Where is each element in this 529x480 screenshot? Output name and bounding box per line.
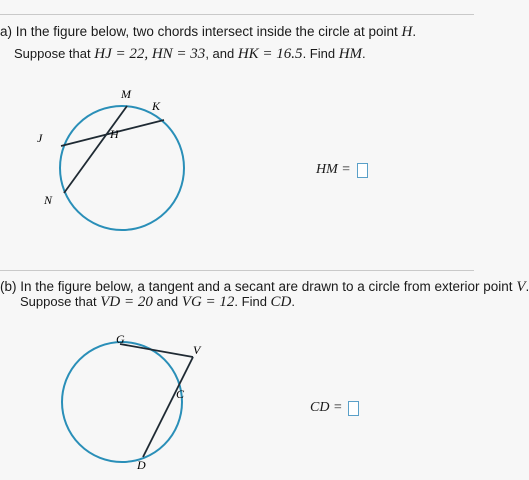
answer-b-label: CD = xyxy=(310,400,343,415)
label-d: D xyxy=(137,458,146,472)
question-a-title: a) In the figure below, two chords intersect inside the circle at point H. xyxy=(0,24,417,40)
question-b-marker: (b) xyxy=(0,279,17,294)
question-b-given: Suppose that VD = 20 and VG = 12. Find CD. xyxy=(20,294,295,310)
label-m: M xyxy=(121,87,131,101)
question-b-title: (b) In the figure below, a tangent and a secant are drawn to a circle from exterior point V. xyxy=(0,279,529,295)
answer-a-label: HM = xyxy=(316,162,351,177)
question-a-given: Suppose that HJ = 22, HN = 33, and HK = 16.5. Find HM. xyxy=(14,46,366,62)
label-k: K xyxy=(152,99,161,113)
tangent-gv xyxy=(120,344,193,357)
label-v: V xyxy=(193,343,201,357)
label-g: G xyxy=(116,332,125,346)
answer-b xyxy=(310,400,359,416)
question-a-marker: a) xyxy=(0,24,13,39)
label-n: N xyxy=(44,193,53,207)
label-h: H xyxy=(110,127,119,141)
label-j: J xyxy=(37,131,43,145)
answer-b-input[interactable] xyxy=(348,401,359,416)
circle-b xyxy=(62,342,182,462)
label-c: C xyxy=(176,387,185,401)
